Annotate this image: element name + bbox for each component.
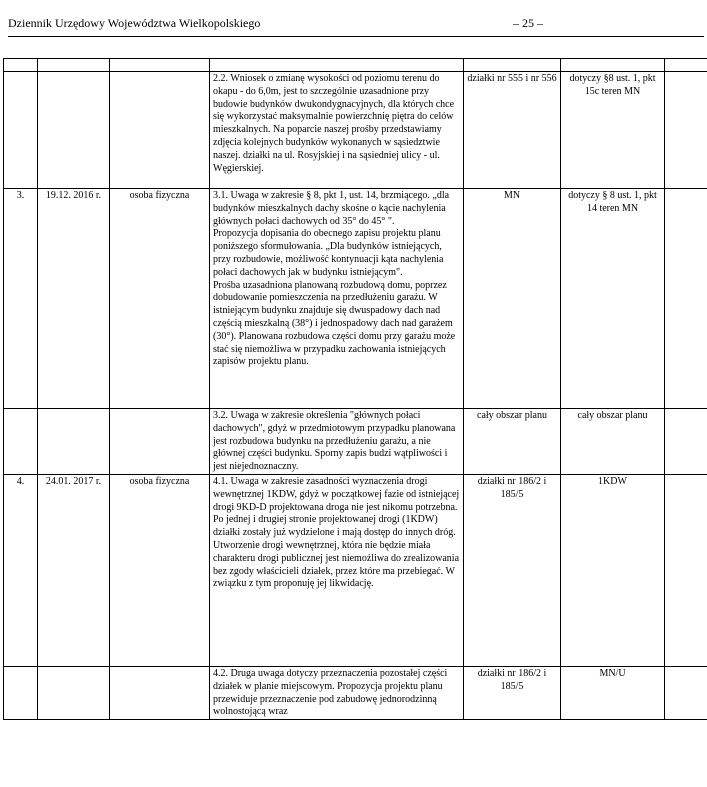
row-date: 19.12. 2016 r.: [38, 189, 110, 409]
remark-area: działki nr 186/2 i 185/5: [464, 474, 561, 666]
page-number: – 25 –: [513, 16, 543, 30]
row-date: 24.01. 2017 r.: [38, 474, 110, 666]
page-header: [8, 14, 704, 37]
row-submitter: [110, 72, 210, 189]
table-cell: [4, 59, 38, 72]
row-submitter: [110, 666, 210, 719]
table-row: [4, 666, 707, 719]
remark-text: [210, 72, 464, 189]
remark-paragraph: 4.1. Uwaga w zakresie zasadności wyznaczenia drogi wewnętrznej 1KDW, gdyż w początkowej fazie od istniejącej drogi 9KD-D projektowana droga nie jest nikomu potrzebna. Po jednej i drugiej stronie projektowanej drogi (1KDW) działki zostały już wydzielone i mają dostęp do innych dróg. Utworzenie drogi wewnętrznej, która nie będzie miała charakteru drogi publicznej jest niemożliwa do zrealizowania bez zgody właścicieli działek, przez które ma przebiegać. W związku z tym proponuję jej likwidację.: [213, 475, 460, 590]
table-cell: [110, 59, 210, 72]
table-top-row: [4, 59, 707, 72]
row-submitter: [110, 409, 210, 475]
remark-paragraph: 3.1. Uwaga w zakresie § 8, pkt 1, ust. 14, brzmiącego. „dla budynków mieszkalnych dachy skośne o kącie nachylenia głównych połaci dachowych od 35° do 45° ".: [213, 190, 450, 227]
remark-reference: MN/U: [561, 666, 665, 719]
remark-text: [210, 409, 464, 475]
table-row: [4, 409, 707, 475]
remark-paragraph: Prośba uzasadniona planowaną rozbudową domu, poprzez dobudowanie pomieszczenia na przedłużeniu garażu. W istniejącym budynku znajduje się dwuspadowy dach nad częścią mieszkalną (38°) i jednospadowy dach nad garażem (30°). Planowana rozbudowa części domu przy garażu może stać się niemożliwa w przypadku zachowania istniejących zapisów projektu planu.: [213, 279, 456, 368]
remark-text: [210, 189, 464, 409]
remark-paragraph: 2.2. Wniosek o zmianę wysokości od poziomu terenu do okapu - do 6,0m, jest to szczególnie uzasadnione przy budowie budynków dwukondygnacyjnych, dla których chce się wykorzystać maksymalnie powierzchnię piętra do celów mieszkalnych. Na poparcie naszej prośby przedstawiamy zdjęcia kolejnych budynków wykonanych w sąsiedztwie naszej. działki na ul. Rosyjskiej i na sąsiedniej ulicy - ul. Węgierskiej.: [213, 73, 455, 174]
journal-title: Dziennik Urzędowy Województwa Wielkopolskiego: [8, 16, 261, 30]
remark-area: MN: [464, 189, 561, 409]
remarks-table: [3, 58, 707, 720]
remark-reference: 1KDW: [561, 474, 665, 666]
remark-reference: dotyczy §8 ust. 1, pkt 15c teren MN: [561, 72, 665, 189]
table-cell: [210, 59, 464, 72]
remark-reference: dotyczy § 8 ust. 1, pkt 14 teren MN: [561, 189, 665, 409]
row-submitter: osoba fizyczna: [110, 189, 210, 409]
row-submitter: osoba fizyczna: [110, 474, 210, 666]
remark-paragraph: 4.2. Druga uwaga dotyczy przeznaczenia pozostałej części działek w planie miejscowym. Propozycja projektu planu przewiduje przeznaczenie pod zabudowę jednorodzinną wolnostojącą wraz: [213, 667, 448, 718]
table-cell: [665, 72, 707, 189]
table-cell: [665, 59, 707, 72]
row-date: [38, 72, 110, 189]
row-number: [4, 409, 38, 475]
table-cell: [665, 189, 707, 409]
remark-text: [210, 474, 464, 666]
remark-reference: cały obszar planu: [561, 409, 665, 475]
remark-area: działki nr 186/2 i 185/5: [464, 666, 561, 719]
table-cell: [561, 59, 665, 72]
row-number: 3.: [4, 189, 38, 409]
remark-paragraph: 3.2. Uwaga w zakresie określenia "głównych połaci dachowych", gdyż w przedmiotowym przypadku planowana jest rozbudowa budynku na przedłużeniu garażu, a nie głównej części budynku. Sporny zapis budzi wątpliwości i jest niejednoznaczny.: [213, 410, 456, 473]
row-number: [4, 72, 38, 189]
table-cell: [38, 59, 110, 72]
row-date: [38, 666, 110, 719]
remark-area: działki nr 555 i nr 556: [464, 72, 561, 189]
table-cell: [665, 666, 707, 719]
remark-text: [210, 666, 464, 719]
row-number: [4, 666, 38, 719]
table-row: [4, 474, 707, 666]
table-cell: [665, 474, 707, 666]
table-row: [4, 72, 707, 189]
table-cell: [665, 409, 707, 475]
row-number: 4.: [4, 474, 38, 666]
row-date: [38, 409, 110, 475]
remark-paragraph: Propozycja dopisania do obecnego zapisu projektu planu poniższego sformułowania. „Dla budynków istniejących, przy rozbudowie, możliwość kontynuacji kąta nachylenia połaci dachowych jak w budynku istniejącym".: [213, 228, 444, 278]
remark-area: cały obszar planu: [464, 409, 561, 475]
table-cell: [464, 59, 561, 72]
table-row: [4, 189, 707, 409]
